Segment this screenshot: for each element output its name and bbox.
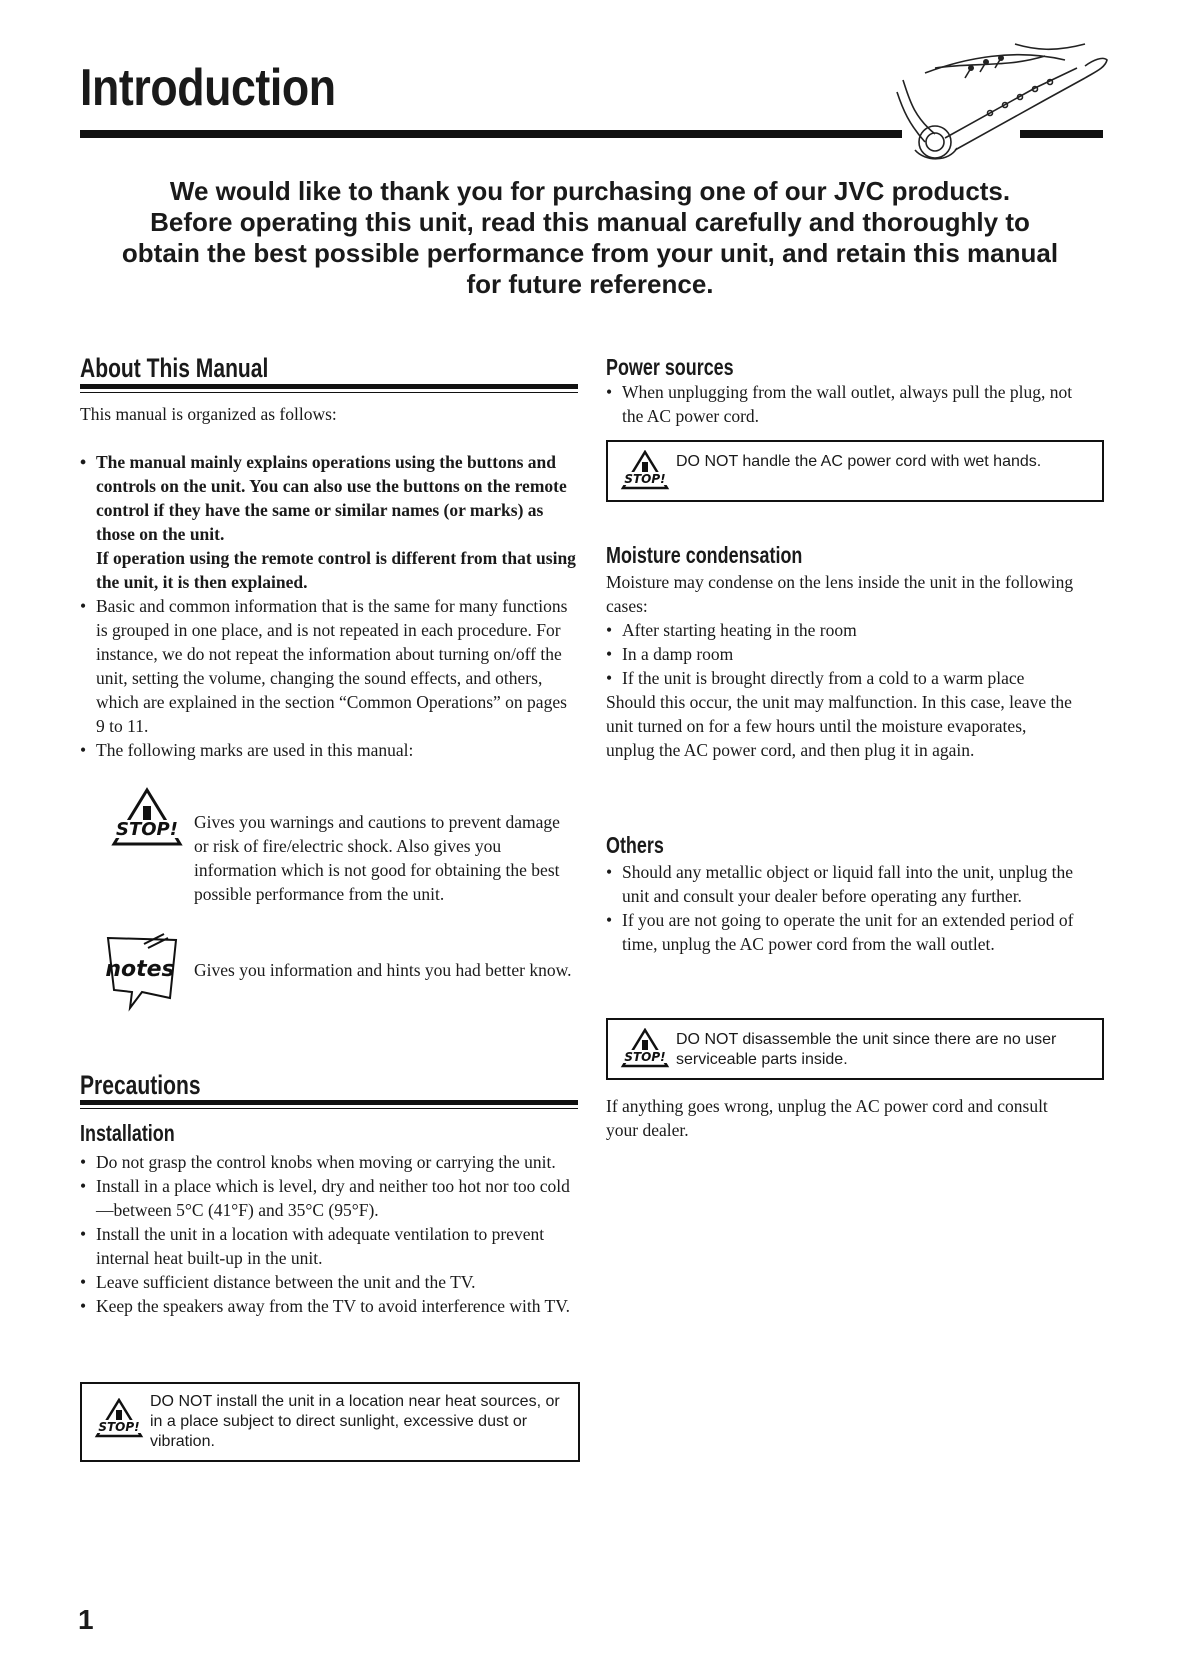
- list-item: • Keep the speakers away from the TV to avoid interference with TV.: [80, 1294, 580, 1318]
- about-list: [80, 450, 580, 762]
- page-number: 1: [78, 1604, 94, 1635]
- list-item: • Do not grasp the control knobs when moving or carrying the unit.: [80, 1150, 580, 1174]
- list-item: • Basic and common information that is the same for many functions is grouped in one place, and is not repeated in each procedure. For instance, we do not repeat the information about turning on/off the unit, setting the volume, changing the sound effects, and others, which are explained in the section “Common Operations” on pages 9 to 11.: [80, 594, 580, 738]
- list-item: • Install the unit in a location with adequate ventilation to prevent internal heat built-up in the unit.: [80, 1222, 580, 1270]
- precautions-rule-thin: [80, 1108, 578, 1109]
- moisture-followup: Should this occur, the unit may malfunction. In this case, leave the unit turned on for a few hours until the moisture evaporates, unplug the AC power cord, and then plug it in again.: [606, 692, 1072, 760]
- title-rule: [80, 130, 902, 138]
- intro-line: for future reference.: [466, 269, 714, 299]
- stop-warning-icon: [94, 1398, 144, 1440]
- intro-line: We would like to thank you for purchasing one of our JVC products.: [169, 176, 1011, 206]
- power-caution-text: DO NOT handle the AC power cord with wet hands.: [676, 453, 1042, 470]
- stop-warning-icon: [108, 786, 186, 848]
- stop-warning-icon: [620, 450, 670, 492]
- intro-line: obtain the best possible performance from your unit, and retain this manual: [121, 238, 1059, 268]
- installation-caution-box: [80, 1382, 580, 1462]
- precautions-rule: [80, 1100, 578, 1105]
- power-heading: Power sources: [606, 354, 734, 380]
- list-item: [80, 450, 580, 594]
- intro-statement: [60, 176, 1120, 300]
- intro-line: Before operating this unit, read this manual carefully and thoroughly to: [150, 207, 1030, 237]
- list-item: • Leave sufficient distance between the unit and the TV.: [80, 1270, 580, 1294]
- svg-text:STOP!: STOP!: [624, 1050, 666, 1064]
- page-title: Introduction: [80, 59, 336, 117]
- list-item: • Install in a place which is level, dry and neither too hot nor too cold—between 5°C (41°F) and 35°C (95°F).: [80, 1174, 580, 1222]
- installation-heading: Installation: [80, 1120, 175, 1146]
- list-item: • Should any metallic object or liquid fall into the unit, unplug the unit and consult your dealer before operating any further.: [606, 860, 1086, 908]
- others-caution-box: [606, 1018, 1104, 1080]
- svg-text:notes: notes: [105, 957, 175, 982]
- about-rule-thin: [80, 392, 578, 393]
- notes-mark-text: Gives you information and hints you had better know.: [194, 960, 572, 980]
- svg-text:STOP!: STOP!: [116, 819, 178, 840]
- moisture-heading: Moisture condensation: [606, 542, 803, 568]
- about-bold-bullet: The manual mainly explains operations using the buttons and controls on the unit. You can also use the buttons on the remote control if they have the same or similar names (or marks) as those on the unit.: [96, 452, 567, 544]
- precautions-heading: Precautions: [80, 1070, 201, 1100]
- about-heading: About This Manual: [80, 353, 269, 383]
- svg-text:STOP!: STOP!: [624, 472, 666, 486]
- installation-caution-text: DO NOT install the unit in a location near heat sources, or in a place subject to direct sunlight, excessive dust or vibration.: [150, 1393, 560, 1450]
- saxophone-illustration: [895, 38, 1110, 163]
- others-list: [606, 860, 1086, 956]
- list-item: • If the unit is brought directly from a cold to a warm place: [606, 666, 1086, 690]
- others-heading: Others: [606, 832, 664, 858]
- list-item: • After starting heating in the room: [606, 618, 1086, 642]
- svg-text:STOP!: STOP!: [98, 1420, 140, 1434]
- list-item: • The following marks are used in this manual:: [80, 738, 580, 762]
- power-caution-box: [606, 440, 1104, 502]
- power-list: [606, 380, 1076, 428]
- others-closing: If anything goes wrong, unplug the AC power cord and consult your dealer.: [606, 1096, 1048, 1140]
- notes-icon: [100, 932, 184, 1012]
- installation-list: [80, 1150, 580, 1318]
- about-bold-followup: If operation using the remote control is different from that using the unit, it is then explained.: [96, 548, 576, 592]
- list-item: • When unplugging from the wall outlet, always pull the plug, not the AC power cord.: [606, 380, 1076, 428]
- list-item: • If you are not going to operate the unit for an extended period of time, unplug the AC power cord from the wall outlet.: [606, 908, 1086, 956]
- list-item: • In a damp room: [606, 642, 1086, 666]
- moisture-lead: Moisture may condense on the lens inside the unit in the following cases:: [606, 572, 1074, 616]
- stop-warning-icon: [620, 1028, 670, 1070]
- others-caution-text: DO NOT disassemble the unit since there are no user serviceable parts inside.: [676, 1031, 1057, 1068]
- about-lead: This manual is organized as follows:: [80, 404, 337, 424]
- stop-mark-text: Gives you warnings and cautions to prevent damage or risk of fire/electric shock. Also gives you information which is not good for obtaining the best possible performance from the unit.: [194, 812, 560, 904]
- moisture-list: [606, 618, 1086, 690]
- about-rule: [80, 384, 578, 389]
